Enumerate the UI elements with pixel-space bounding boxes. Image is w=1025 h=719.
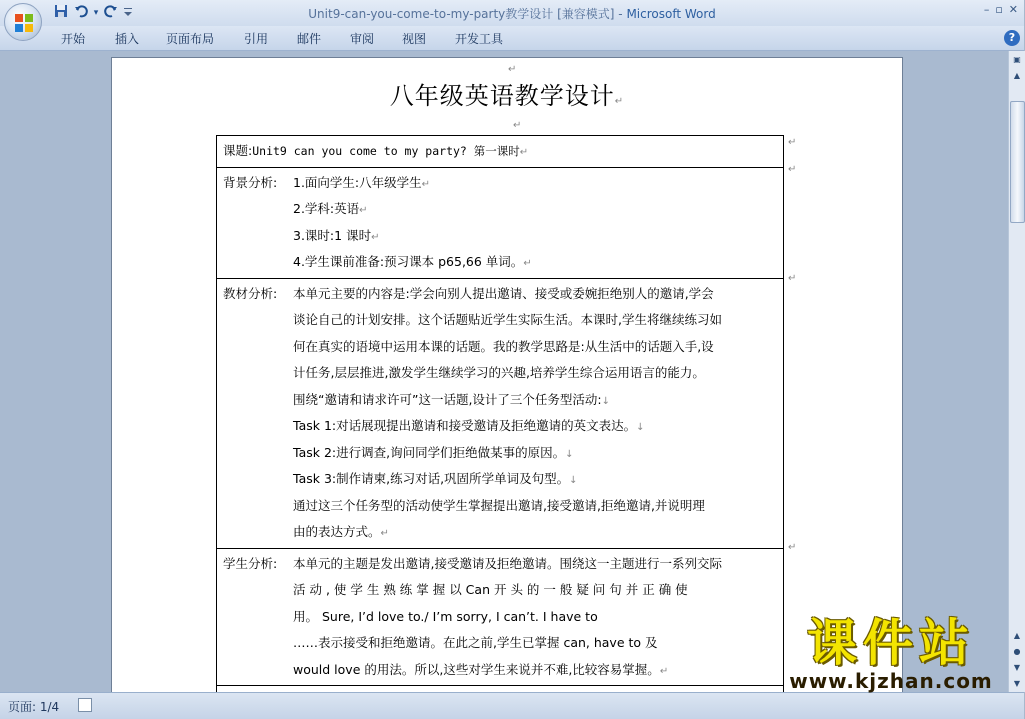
row-end-mark: ↵ [788,164,797,175]
tab-references[interactable]: 引用 [244,32,269,46]
undo-dropdown-icon[interactable]: ▾ [93,8,99,18]
students-cell: 学生分析: 本单元的主题是发出邀请,接受邀请及拒绝邀请。围绕这一主题进行一系列交际 活 动 , 使 学 生 熟 练 掌 握 以 Can 开 头 的 一 般 疑 问 句 并 正 确 使 用。 Sure, I’d love to./ I’m sorry, I can’t. I have to ……表示接受和拒绝邀请。在此之前,学生已掌握 can, have to 及 would love 的用法。所以,这些对学生来说并不难,比较容易掌握。↵ [217,548,784,686]
scrollbar-thumb[interactable] [1010,101,1025,223]
browse-object-icon[interactable]: ● [1013,647,1021,656]
table-row [217,548,784,686]
tab-mailings[interactable]: 邮件 [297,32,322,46]
material-label: 教材分析: [223,285,278,301]
next-page-icon[interactable]: ▼ [1013,663,1021,672]
watermark-url: www.kjzhan.com [789,669,993,693]
document-workspace [0,51,1008,692]
lesson-plan-table [216,135,784,718]
tab-home[interactable]: 开始 [61,32,86,46]
row-end-mark: ↵ [788,137,797,148]
document-title: 八年级英语教学设计↵ [389,82,625,110]
page-indicator[interactable]: 页面: 1/4 [8,700,60,714]
background-label: 背景分析: [223,174,278,190]
help-icon[interactable]: ? [1004,30,1020,46]
tab-review[interactable]: 审阅 [350,32,375,46]
table-row [217,278,784,548]
row-end-mark: ↵ [788,273,797,284]
document-page[interactable] [111,57,903,697]
scroll-down-icon[interactable]: ▼ [1013,679,1021,688]
proofing-icon[interactable] [78,698,92,712]
office-logo-icon [14,13,34,33]
watermark-brand: 课件站 [807,614,975,672]
tab-page-layout[interactable]: 页面布局 [166,32,215,46]
tab-insert[interactable]: 插入 [115,32,140,46]
topic-label: 课题: [223,143,253,158]
ruler-toggle-icon[interactable]: ▣ [1013,55,1021,64]
tab-developer[interactable]: 开发工具 [455,32,504,46]
ribbon-tabs [0,26,1024,51]
minimize-button[interactable]: – [983,3,990,16]
previous-page-icon[interactable]: ▲ [1013,631,1021,640]
row-end-mark: ↵ [788,542,797,553]
status-bar [0,692,1024,719]
table-row [217,136,784,168]
title-bar [0,0,1024,26]
window-controls [984,3,1018,16]
office-button[interactable] [4,3,42,41]
scroll-up-icon[interactable]: ▲ [1013,71,1021,80]
restore-button[interactable]: ▫ [995,3,1003,16]
background-cell: 背景分析: 1.面向学生:八年级学生↵ 2.学科:英语↵ 3.课时:1 课时↵ 4.学生课前准备:预习课本 p65,66 单词。↵ [217,167,784,278]
window-title: Unit9-can-you-come-to-my-party教学设计 [兼容模式] - Microsoft Word [308,7,716,21]
paragraph-mark: ↵ [513,120,522,131]
tab-view[interactable]: 视图 [402,32,427,46]
topic-text: Unit9 can you come to my party? 第一课时 [252,144,520,158]
material-cell: 教材分析: 本单元主要的内容是:学会向别人提出邀请、接受或委婉拒绝别人的邀请,学会 谈论自己的计划安排。这个话题贴近学生实际生活。本课时,学生将继续练习如 何在真实的语境中运用本课的话题。我的教学思路是:从生活中的话题入手,设 计任务,层层推进,激发学生继续学习的兴趣,培养学生综合运用语言的能力。 围绕“邀请和请求许可”这一话题,设计了三个任务型活动:↓ Task 1:对话展现提出邀请和接受邀请及拒绝邀请的英文表达。↓ Task 2:进行调查,询问同学们拒绝做某事的原因。↓ Task 3:制作请柬,练习对话,巩固所学单词及句型。↓ 通过这三个任务型的活动使学生掌握提出邀请,接受邀请,拒绝邀请,并说明理 由的表达方式。↵ [217,278,784,548]
students-label: 学生分析: [223,555,278,571]
vertical-scrollbar[interactable] [1008,51,1025,692]
watermark-logo [776,614,1006,693]
paragraph-mark: ↵ [508,64,517,75]
close-button[interactable]: ✕ [1008,3,1018,16]
topic-cell: 课题:Unit9 can you come to my party? 第一课时↵ [217,136,784,168]
table-row [217,167,784,278]
